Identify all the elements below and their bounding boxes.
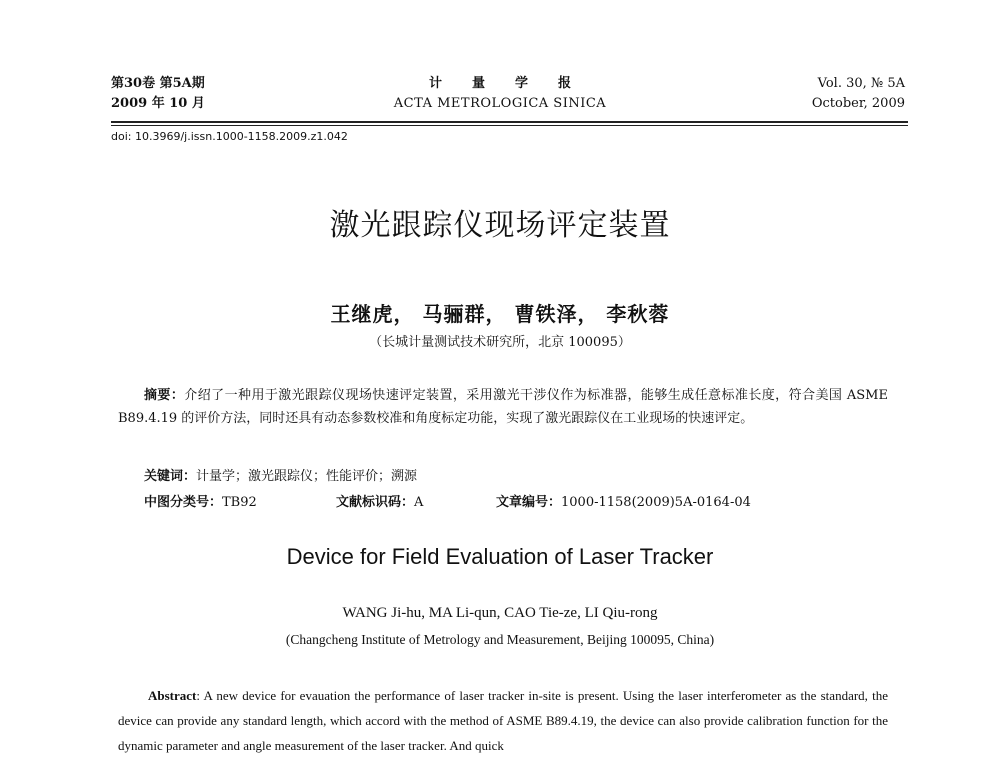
keywords-cn-text: 计量学；激光跟踪仪；性能评价；溯源 [196,469,418,484]
article-number [496,491,751,510]
volume-issue: 第30卷 第5A期 [111,76,205,91]
clc-value: TB92 [222,495,257,510]
paper-title-en: Device for Field Evaluation of Laser Tracker [286,544,714,569]
header-rule-thin [111,125,908,126]
publication-date-en: October, 2009 [811,96,905,111]
keywords-cn-label: 关键词： [144,469,197,484]
header-rule-thick [111,121,908,123]
abstract-cn-text: 介绍了一种用于激光跟踪仪现场快速评定装置，采用激光干涉仪作为标准器，能够生成任意标准长度，符合美国 ASME B89.4.19 的评价方法，同时还具有动态参数校准和角度标定功能，实现了激光跟踪仪在工业现场的快速评定。 [118,388,888,426]
document-code-value: A [414,495,424,510]
keywords-cn [144,465,417,484]
authors-en: WANG Ji-hu, MA Li-qun, CAO Tie-ze, LI Qiu-rong [342,605,658,621]
affiliation-en: (Changcheng Institute of Metrology and Measurement, Beijing 100095, China) [285,632,715,647]
journal-name-en: ACTA METROLOGICA SINICA [393,96,607,111]
abstract-cn-label: 摘要： [144,388,185,403]
journal-name [360,74,640,114]
article-number-label: 文章编号： [496,495,562,510]
journal-name-cn: 计量学报 [428,76,601,91]
abstract-en [118,683,888,758]
document-code [336,491,423,510]
journal-issue-info [111,74,205,114]
affiliation-cn: （长城计量测试技术研究所，北京 100095） [369,335,631,350]
abstract-en-text: : A new device for evauation the performance of laser tracker in-site is present. Using the laser interferometer as the standard, the device can provide any standard length, which accord with the method of ASME B89.4.19, the device can also provide calibration function for the dynamic parameter and angle measurement of the laser tracker. And quick [118,688,888,753]
volume-number-en: Vol. 30, № 5A [817,76,905,91]
article-number-value: 1000-1158(2009)5A-0164-04 [561,495,751,510]
doi: doi: 10.3969/j.issn.1000-1158.2009.z1.042 [111,130,348,143]
authors-cn: 王继虎， 马骊群， 曹铁泽， 李秋蓉 [330,302,670,326]
journal-volume-info [812,74,905,114]
clc-label: 中图分类号： [144,495,223,510]
publication-date-cn: 2009 年 10 月 [111,96,205,111]
abstract-cn [118,384,888,430]
abstract-en-label: Abstract [148,688,197,703]
paper-title-cn: 激光跟踪仪现场评定装置 [329,208,671,243]
document-code-label: 文献标识码： [336,495,415,510]
clc-number [144,491,257,510]
